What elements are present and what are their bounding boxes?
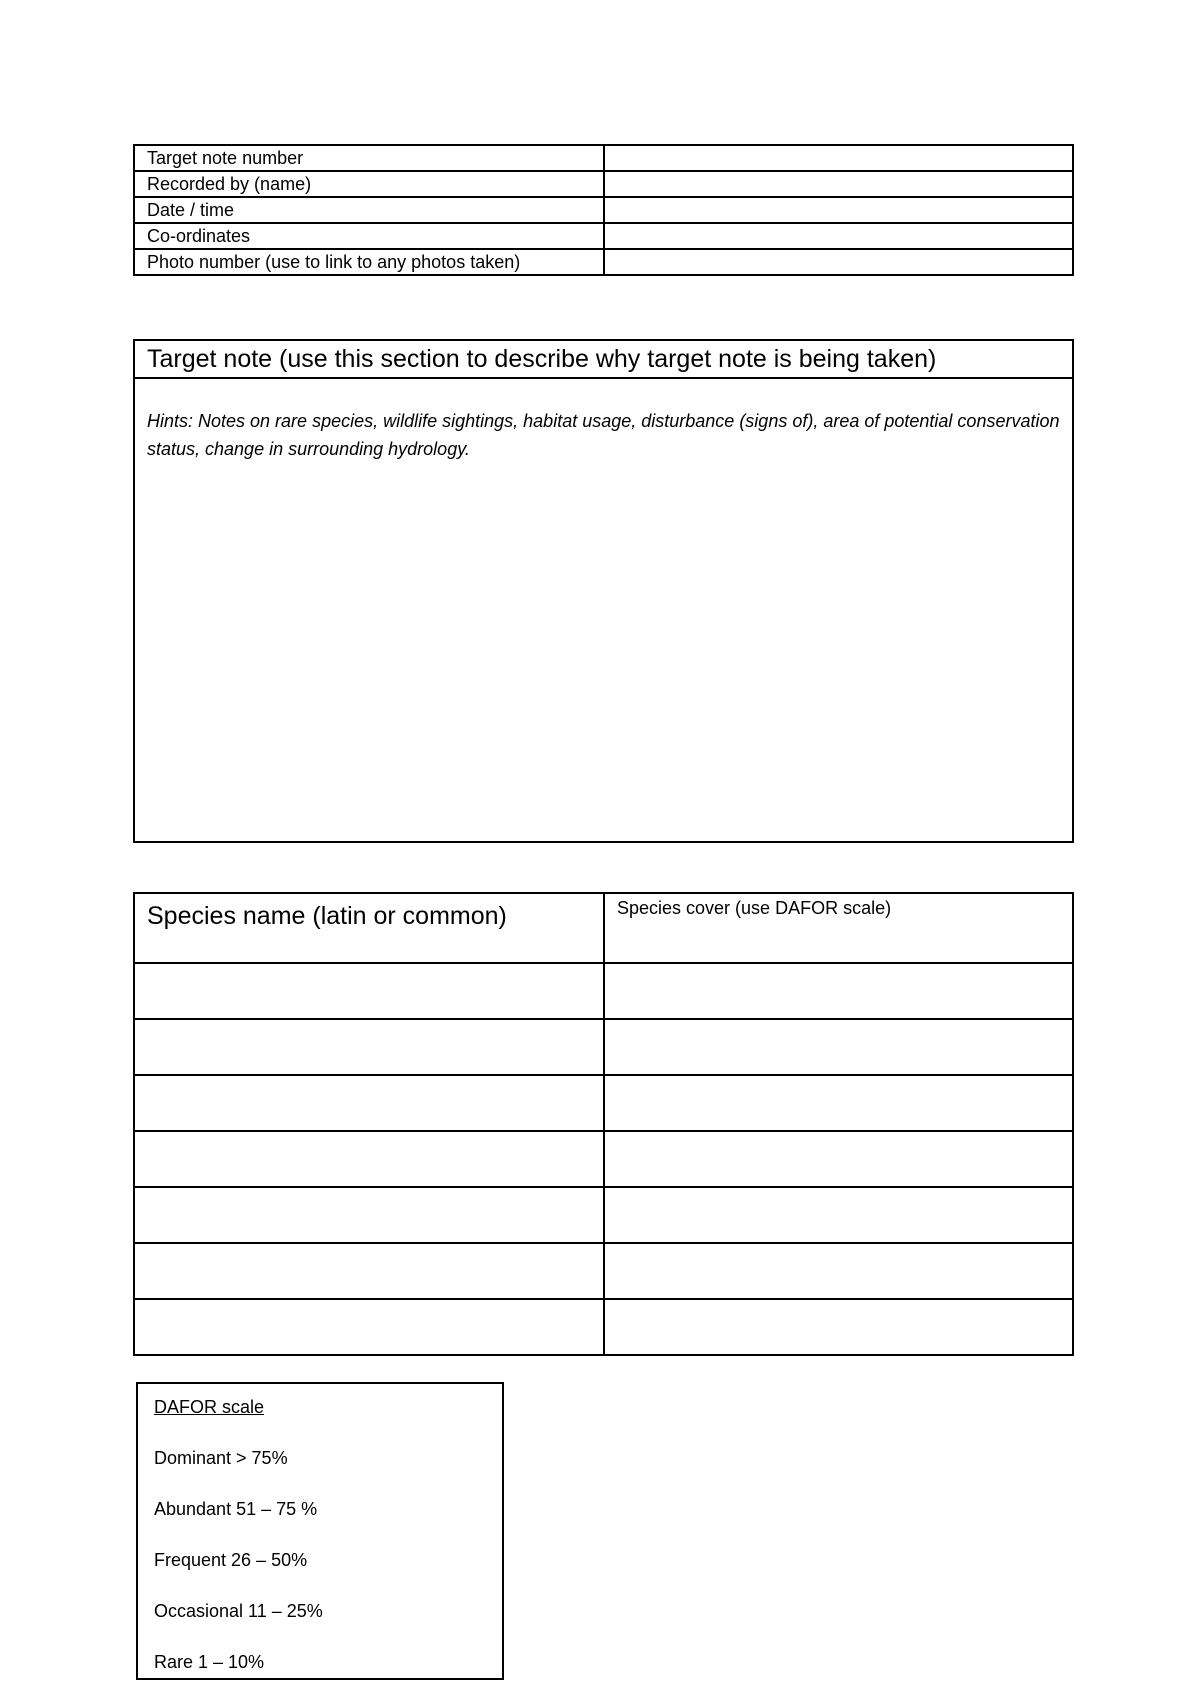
species-name-cell[interactable] [134,1075,604,1131]
table-row [134,1243,1073,1299]
recorded-by-field[interactable] [604,171,1073,197]
species-cover-cell[interactable] [604,1299,1073,1355]
dafor-item-dominant: Dominant > 75% [154,1448,288,1468]
table-row [134,1075,1073,1131]
target-note-hints[interactable]: Hints: Notes on rare species, wildlife sightings, habitat usage, disturbance (signs of), area of potential conservation status, change in surrounding hydrology. [147,411,1060,459]
dafor-scale-title: DAFOR scale [154,1397,265,1417]
dafor-item-rare: Rare 1 – 10% [154,1652,265,1672]
species-name-cell[interactable] [134,1131,604,1187]
species-name-cell[interactable] [134,1187,604,1243]
coordinates-field[interactable] [604,223,1073,249]
species-name-cell[interactable] [134,1019,604,1075]
species-cover-cell[interactable] [604,1131,1073,1187]
dafor-item-occasional: Occasional 11 – 25% [154,1601,323,1621]
table-row [134,1131,1073,1187]
species-name-header: Species name (latin or common) [147,902,507,930]
dafor-item-abundant: Abundant 51 – 75 % [154,1499,318,1519]
species-cover-cell[interactable] [604,1075,1073,1131]
target-note-number-field[interactable] [604,145,1073,171]
dafor-item-frequent: Frequent 26 – 50% [154,1550,308,1570]
date-time-field[interactable] [604,197,1073,223]
species-name-cell[interactable] [134,1299,604,1355]
recorded-by-label: Recorded by (name) [134,171,604,197]
coordinates-label: Co-ordinates [134,223,604,249]
species-name-header-cell [134,893,604,963]
table-row [134,171,1073,197]
table-row [134,963,1073,1019]
target-note-info-table [133,144,1074,276]
target-note-heading: Target note (use this section to describe why target note is being taken) [135,341,1072,379]
species-cover-cell[interactable] [604,1187,1073,1243]
species-cover-cell[interactable] [604,1019,1073,1075]
species-cover-header-cell [604,893,1073,963]
target-note-number-label: Target note number [134,145,604,171]
species-cover-cell[interactable] [604,1243,1073,1299]
table-row [134,1019,1073,1075]
dafor-scale-box [136,1382,504,1680]
table-row [134,249,1073,275]
species-name-cell[interactable] [134,1243,604,1299]
species-cover-header: Species cover (use DAFOR scale) [617,898,892,918]
table-row [134,145,1073,171]
date-time-label: Date / time [134,197,604,223]
species-cover-cell[interactable] [604,963,1073,1019]
species-table-header [134,893,1073,963]
table-row [134,1299,1073,1355]
photo-number-field[interactable] [604,249,1073,275]
table-row [134,197,1073,223]
photo-number-label: Photo number (use to link to any photos taken) [134,249,604,275]
table-row [134,223,1073,249]
species-name-cell[interactable] [134,963,604,1019]
table-row [134,1187,1073,1243]
target-note-section [133,339,1074,843]
species-table [133,892,1074,1356]
